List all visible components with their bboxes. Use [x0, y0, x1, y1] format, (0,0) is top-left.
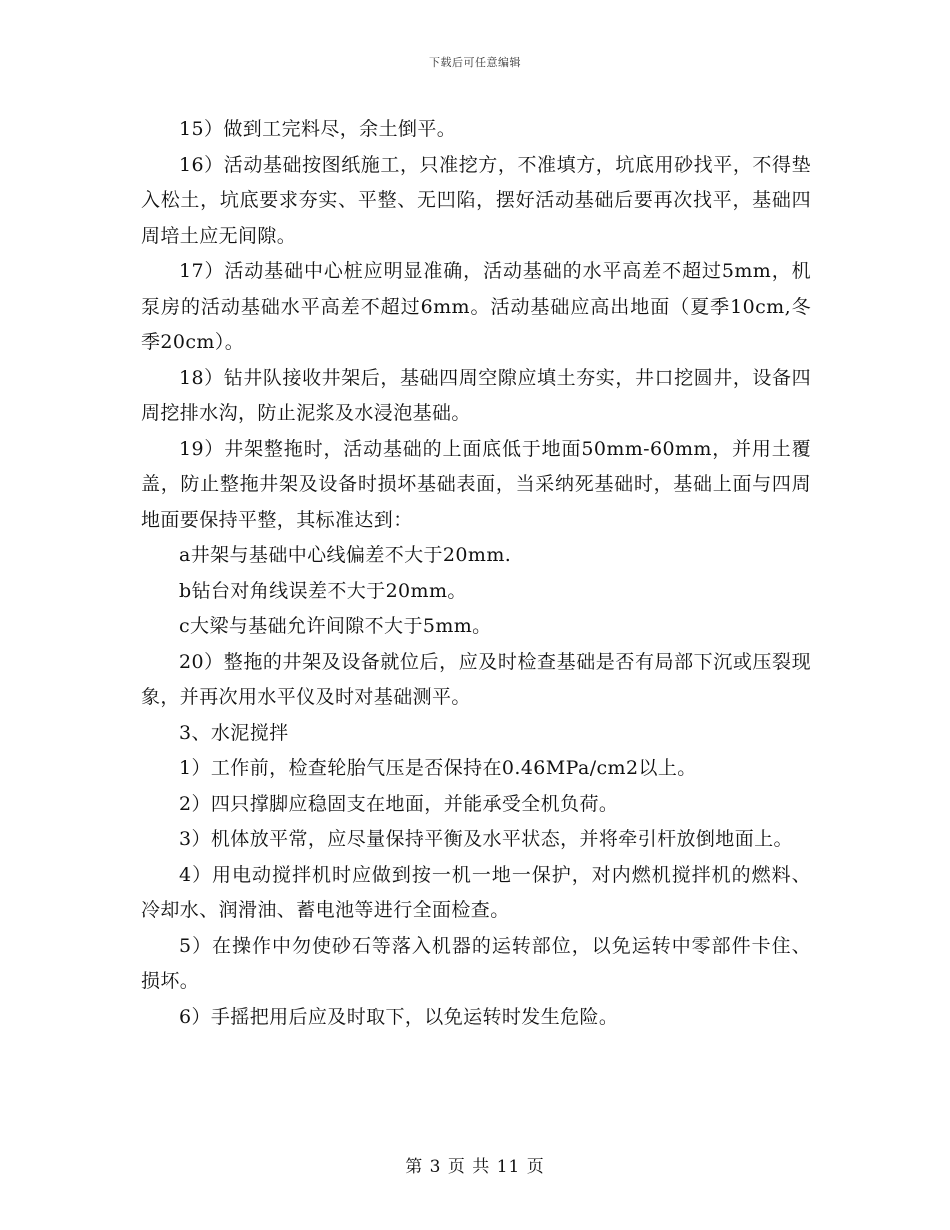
mixing-item-3: 3）机体放平常，应尽量保持平衡及水平状态，并将牵引杆放倒地面上。	[179, 828, 793, 850]
mixing-item-2: 2）四只撑脚应稳固支在地面，并能承受全机负荷。	[179, 792, 619, 815]
paragraph-15: 15）做到工完料尽，余土倒平。	[179, 118, 457, 140]
mixing-item-6: 6）手摇把用后应及时取下，以免运转时发生危险。	[179, 1005, 619, 1028]
mixing-item-1: 1）工作前，检查轮胎气压是否保持在0.46MPa/cm2以上。	[179, 757, 697, 779]
paragraph-17: 17）活动基础中心桩应明显准确，活动基础的水平高差不超过5mm，机泵房的活动基础水平高差不超过6mm。活动基础应高出地面（夏季10cm,冬季20cm）。	[141, 260, 811, 353]
mixing-item-5: 5）在操作中勿使砂石等落入机器的运转部位，以免运转中零部件卡住、损坏。	[141, 934, 811, 992]
paragraph-18: 18）钻井队接收井架后，基础四周空隙应填土夯实，井口挖圆井，设备四周挖排水沟，防止泥浆及水浸泡基础。	[141, 366, 811, 424]
mixing-item-4: 4）用电动搅拌机时应做到按一机一地一保护，对内燃机搅拌机的燃料、冷却水、润滑油、蓄电池等进行全面检查。	[141, 863, 811, 921]
paragraph-19: 19）井架整拖时，活动基础的上面底低于地面50mm-60mm，并用土覆盖，防止整拖井架及设备时损坏基础表面，当采纳死基础时，基础上面与四周地面要保持平整，其标准达到：	[141, 437, 811, 531]
paragraph-16: 16）活动基础按图纸施工，只准挖方，不准填方，坑底用砂找平，不得垫入松土，坑底要求夯实、平整、无凹陷，摆好活动基础后要再次找平，基础四周培土应无间隙。	[141, 153, 811, 247]
paragraph-20: 20）整拖的井架及设备就位后，应及时检查基础是否有局部下沉或压裂现象，并再次用水平仪及时对基础测平。	[141, 650, 811, 708]
document-body	[141, 112, 811, 1035]
paragraph-19-c: c大梁与基础允许间隙不大于5mm。	[179, 615, 492, 637]
page-header: 下载后可任意编辑	[429, 56, 521, 69]
paragraph-19-b: b钻台对角线误差不大于20mm。	[179, 579, 467, 602]
page-number-footer: 第 3 页 共 11 页	[405, 1157, 545, 1177]
section-heading-cement-mixing: 3、水泥搅拌	[179, 721, 289, 744]
paragraph-19-a: a井架与基础中心线偏差不大于20mm.	[179, 544, 512, 566]
